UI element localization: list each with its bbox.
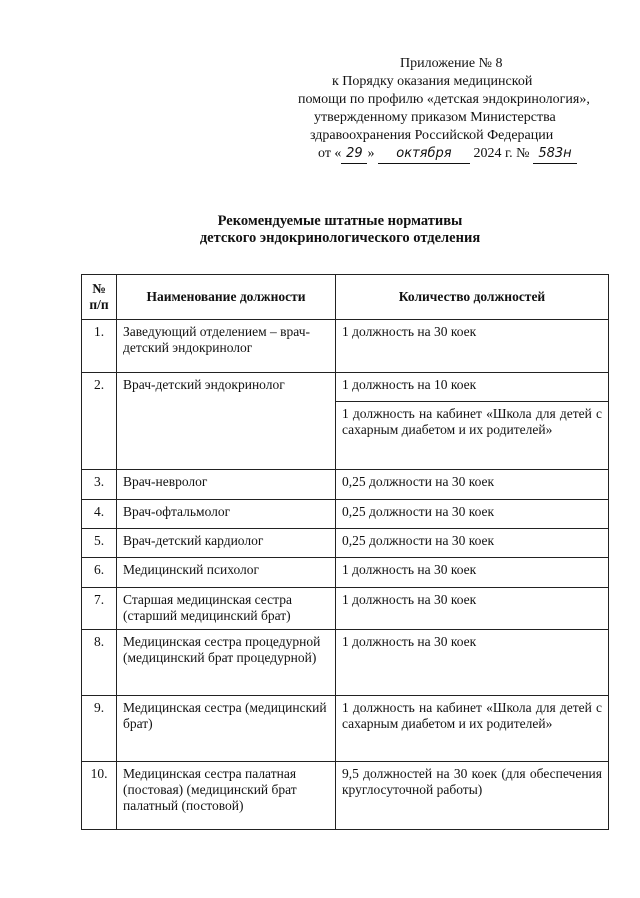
appendix-header xyxy=(280,55,620,164)
document-title xyxy=(130,213,550,247)
year-text: 2024 г. № xyxy=(473,146,530,161)
column-header-count: Количество должностей xyxy=(336,275,609,320)
table-row xyxy=(82,762,609,830)
count-cell: 0,25 должности на 30 коек xyxy=(336,500,609,529)
row-number: 3. xyxy=(82,470,117,500)
row-number: 1. xyxy=(82,320,117,373)
table-row xyxy=(82,630,609,696)
column-header-num: № п/п xyxy=(82,275,117,320)
count-cell: 0,25 должности на 30 коек xyxy=(336,470,609,500)
table-row xyxy=(82,558,609,588)
appendix-line-4: утвержденному приказом Министерства xyxy=(314,110,556,125)
handwritten-order-number: 583н xyxy=(533,145,577,164)
table-row xyxy=(82,373,609,402)
position-cell: Медицинская сестра процедурной (медицинский брат процедурной) xyxy=(117,630,336,696)
table-header-row xyxy=(82,275,609,320)
count-cell: 1 должность на 30 коек xyxy=(336,630,609,696)
column-header-position: Наименование должности xyxy=(117,275,336,320)
count-cell: 0,25 должности на 30 коек xyxy=(336,529,609,558)
position-cell: Врач-невролог xyxy=(117,470,336,500)
position-cell: Врач-детский эндокринолог xyxy=(117,373,336,470)
position-cell: Медицинская сестра (медицинский брат) xyxy=(117,696,336,762)
row-number: 7. xyxy=(82,588,117,630)
staffing-table xyxy=(81,274,609,830)
position-cell: Врач-офтальмолог xyxy=(117,500,336,529)
table-row xyxy=(82,500,609,529)
count-cell: 1 должность на 10 коек xyxy=(336,373,609,402)
table-row xyxy=(82,529,609,558)
count-cell: 1 должность на 30 коек xyxy=(336,588,609,630)
row-number: 10. xyxy=(82,762,117,830)
order-date-line xyxy=(280,145,620,164)
appendix-number: Приложение № 8 xyxy=(400,56,503,71)
title-line-2: детского эндокринологического отделения xyxy=(199,230,481,246)
handwritten-day: 29 xyxy=(341,145,367,164)
handwritten-month: октября xyxy=(378,145,470,164)
count-cell: 1 должность на 30 коек xyxy=(336,320,609,373)
row-number: 5. xyxy=(82,529,117,558)
position-cell: Старшая медицинская сестра (старший медицинский брат) xyxy=(117,588,336,630)
position-cell: Медицинский психолог xyxy=(117,558,336,588)
table-row xyxy=(82,320,609,373)
table-row xyxy=(82,588,609,630)
appendix-line-5: здравоохранения Российской Федерации xyxy=(310,128,554,143)
appendix-line-2: к Порядку оказания медицинской xyxy=(332,74,533,89)
title-line-1: Рекомендуемые штатные нормативы xyxy=(217,213,463,229)
count-cell: 1 должность на кабинет «Школа для детей с сахарным диабетом и их родителей» xyxy=(336,696,609,762)
row-number: 2. xyxy=(82,373,117,470)
row-number: 9. xyxy=(82,696,117,762)
count-cell: 9,5 должностей на 30 коек (для обеспечения круглосуточной работы) xyxy=(336,762,609,830)
row-number: 6. xyxy=(82,558,117,588)
table-row xyxy=(82,696,609,762)
table-row xyxy=(82,470,609,500)
appendix-line-3: помощи по профилю «детская эндокринология», xyxy=(298,92,590,107)
count-cell: 1 должность на кабинет «Школа для детей с сахарным диабетом и их родителей» xyxy=(336,402,609,470)
row-number: 8. xyxy=(82,630,117,696)
position-cell: Заведующий отделением – врач-детский эндокринолог xyxy=(117,320,336,373)
row-number: 4. xyxy=(82,500,117,529)
position-cell: Медицинская сестра палатная (постовая) (медицинский брат палатный (постовой) xyxy=(117,762,336,830)
date-prefix: от « xyxy=(318,146,342,161)
date-mid: » xyxy=(367,146,375,161)
count-cell: 1 должность на 30 коек xyxy=(336,558,609,588)
position-cell: Врач-детский кардиолог xyxy=(117,529,336,558)
